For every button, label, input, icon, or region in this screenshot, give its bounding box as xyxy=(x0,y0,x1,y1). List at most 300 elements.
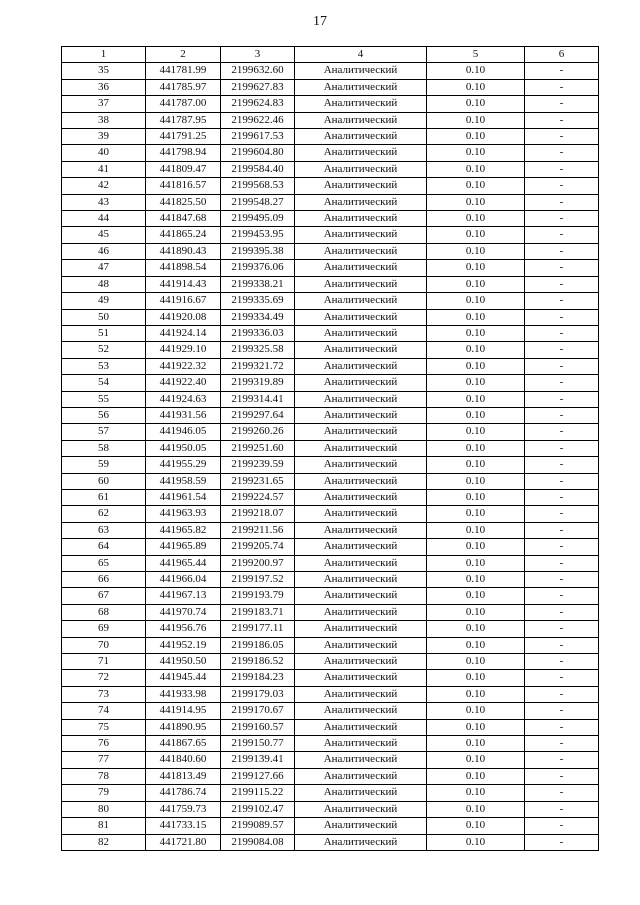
table-row xyxy=(62,670,599,686)
y-coordinate-cell: 2199568.53 xyxy=(221,178,295,194)
note-cell: - xyxy=(525,391,599,407)
x-coordinate-cell: 441931.56 xyxy=(146,407,221,423)
x-coordinate-cell: 441950.05 xyxy=(146,440,221,456)
accuracy-cell: 0.10 xyxy=(427,801,525,817)
accuracy-cell: 0.10 xyxy=(427,276,525,292)
accuracy-cell: 0.10 xyxy=(427,342,525,358)
accuracy-cell: 0.10 xyxy=(427,260,525,276)
accuracy-cell: 0.10 xyxy=(427,686,525,702)
method-cell: Аналитический xyxy=(295,325,427,341)
x-coordinate-cell: 441965.89 xyxy=(146,539,221,555)
accuracy-cell: 0.10 xyxy=(427,63,525,79)
table-row xyxy=(62,129,599,145)
note-cell: - xyxy=(525,293,599,309)
method-cell: Аналитический xyxy=(295,637,427,653)
note-cell: - xyxy=(525,818,599,834)
note-cell: - xyxy=(525,79,599,95)
x-coordinate-cell: 441825.50 xyxy=(146,194,221,210)
y-coordinate-cell: 2199239.59 xyxy=(221,457,295,473)
accuracy-cell: 0.10 xyxy=(427,161,525,177)
note-cell: - xyxy=(525,211,599,227)
table-row xyxy=(62,457,599,473)
y-coordinate-cell: 2199584.40 xyxy=(221,161,295,177)
table-row xyxy=(62,785,599,801)
method-cell: Аналитический xyxy=(295,818,427,834)
table-row xyxy=(62,506,599,522)
x-coordinate-cell: 441840.60 xyxy=(146,752,221,768)
note-cell: - xyxy=(525,375,599,391)
x-coordinate-cell: 441786.74 xyxy=(146,785,221,801)
note-cell: - xyxy=(525,768,599,784)
point-number-cell: 64 xyxy=(62,539,146,555)
point-number-cell: 73 xyxy=(62,686,146,702)
method-cell: Аналитический xyxy=(295,834,427,850)
note-cell: - xyxy=(525,834,599,850)
point-number-cell: 82 xyxy=(62,834,146,850)
point-number-cell: 71 xyxy=(62,654,146,670)
x-coordinate-cell: 441966.04 xyxy=(146,572,221,588)
method-cell: Аналитический xyxy=(295,161,427,177)
table-row xyxy=(62,818,599,834)
accuracy-cell: 0.10 xyxy=(427,358,525,374)
note-cell: - xyxy=(525,407,599,423)
method-cell: Аналитический xyxy=(295,785,427,801)
note-cell: - xyxy=(525,424,599,440)
note-cell: - xyxy=(525,654,599,670)
table-row xyxy=(62,621,599,637)
table-header-row xyxy=(62,47,599,63)
point-number-cell: 70 xyxy=(62,637,146,653)
note-cell: - xyxy=(525,506,599,522)
point-number-cell: 51 xyxy=(62,325,146,341)
note-cell: - xyxy=(525,489,599,505)
x-coordinate-cell: 441890.95 xyxy=(146,719,221,735)
method-cell: Аналитический xyxy=(295,522,427,538)
y-coordinate-cell: 2199617.53 xyxy=(221,129,295,145)
table-row xyxy=(62,309,599,325)
y-coordinate-cell: 2199197.52 xyxy=(221,572,295,588)
table-row xyxy=(62,243,599,259)
accuracy-cell: 0.10 xyxy=(427,703,525,719)
table-row xyxy=(62,260,599,276)
note-cell: - xyxy=(525,473,599,489)
method-cell: Аналитический xyxy=(295,457,427,473)
table-row xyxy=(62,96,599,112)
accuracy-cell: 0.10 xyxy=(427,489,525,505)
y-coordinate-cell: 2199624.83 xyxy=(221,96,295,112)
x-coordinate-cell: 441963.93 xyxy=(146,506,221,522)
method-cell: Аналитический xyxy=(295,686,427,702)
accuracy-cell: 0.10 xyxy=(427,457,525,473)
y-coordinate-cell: 2199376.06 xyxy=(221,260,295,276)
point-number-cell: 55 xyxy=(62,391,146,407)
table-row xyxy=(62,736,599,752)
table-row xyxy=(62,63,599,79)
x-coordinate-cell: 441847.68 xyxy=(146,211,221,227)
accuracy-cell: 0.10 xyxy=(427,96,525,112)
point-number-cell: 45 xyxy=(62,227,146,243)
note-cell: - xyxy=(525,145,599,161)
table-row xyxy=(62,572,599,588)
point-number-cell: 49 xyxy=(62,293,146,309)
page-number: 17 xyxy=(313,14,327,29)
table-row xyxy=(62,227,599,243)
note-cell: - xyxy=(525,736,599,752)
accuracy-cell: 0.10 xyxy=(427,112,525,128)
method-cell: Аналитический xyxy=(295,703,427,719)
table-row xyxy=(62,358,599,374)
table-row xyxy=(62,768,599,784)
table-row xyxy=(62,293,599,309)
note-cell: - xyxy=(525,96,599,112)
point-number-cell: 61 xyxy=(62,489,146,505)
point-number-cell: 57 xyxy=(62,424,146,440)
table-row xyxy=(62,703,599,719)
accuracy-cell: 0.10 xyxy=(427,818,525,834)
method-cell: Аналитический xyxy=(295,358,427,374)
column-header-4: 4 xyxy=(295,47,427,63)
method-cell: Аналитический xyxy=(295,489,427,505)
point-number-cell: 81 xyxy=(62,818,146,834)
method-cell: Аналитический xyxy=(295,572,427,588)
y-coordinate-cell: 2199211.56 xyxy=(221,522,295,538)
note-cell: - xyxy=(525,703,599,719)
note-cell: - xyxy=(525,604,599,620)
y-coordinate-cell: 2199260.26 xyxy=(221,424,295,440)
method-cell: Аналитический xyxy=(295,227,427,243)
table-row xyxy=(62,424,599,440)
note-cell: - xyxy=(525,260,599,276)
accuracy-cell: 0.10 xyxy=(427,736,525,752)
accuracy-cell: 0.10 xyxy=(427,227,525,243)
note-cell: - xyxy=(525,752,599,768)
coordinates-table xyxy=(61,46,599,851)
point-number-cell: 65 xyxy=(62,555,146,571)
note-cell: - xyxy=(525,522,599,538)
accuracy-cell: 0.10 xyxy=(427,572,525,588)
note-cell: - xyxy=(525,309,599,325)
x-coordinate-cell: 441958.59 xyxy=(146,473,221,489)
table-row xyxy=(62,555,599,571)
point-number-cell: 44 xyxy=(62,211,146,227)
point-number-cell: 74 xyxy=(62,703,146,719)
y-coordinate-cell: 2199321.72 xyxy=(221,358,295,374)
accuracy-cell: 0.10 xyxy=(427,325,525,341)
method-cell: Аналитический xyxy=(295,112,427,128)
y-coordinate-cell: 2199184.23 xyxy=(221,670,295,686)
point-number-cell: 50 xyxy=(62,309,146,325)
y-coordinate-cell: 2199186.05 xyxy=(221,637,295,653)
y-coordinate-cell: 2199186.52 xyxy=(221,654,295,670)
y-coordinate-cell: 2199325.58 xyxy=(221,342,295,358)
point-number-cell: 59 xyxy=(62,457,146,473)
method-cell: Аналитический xyxy=(295,654,427,670)
point-number-cell: 79 xyxy=(62,785,146,801)
y-coordinate-cell: 2199627.83 xyxy=(221,79,295,95)
accuracy-cell: 0.10 xyxy=(427,440,525,456)
accuracy-cell: 0.10 xyxy=(427,145,525,161)
accuracy-cell: 0.10 xyxy=(427,555,525,571)
column-header-2: 2 xyxy=(146,47,221,63)
accuracy-cell: 0.10 xyxy=(427,375,525,391)
y-coordinate-cell: 2199622.46 xyxy=(221,112,295,128)
x-coordinate-cell: 441914.43 xyxy=(146,276,221,292)
accuracy-cell: 0.10 xyxy=(427,243,525,259)
x-coordinate-cell: 441956.76 xyxy=(146,621,221,637)
note-cell: - xyxy=(525,161,599,177)
method-cell: Аналитический xyxy=(295,506,427,522)
accuracy-cell: 0.10 xyxy=(427,752,525,768)
accuracy-cell: 0.10 xyxy=(427,621,525,637)
y-coordinate-cell: 2199338.21 xyxy=(221,276,295,292)
y-coordinate-cell: 2199183.71 xyxy=(221,604,295,620)
note-cell: - xyxy=(525,325,599,341)
accuracy-cell: 0.10 xyxy=(427,79,525,95)
table-row xyxy=(62,834,599,850)
accuracy-cell: 0.10 xyxy=(427,391,525,407)
method-cell: Аналитический xyxy=(295,604,427,620)
method-cell: Аналитический xyxy=(295,293,427,309)
column-header-5: 5 xyxy=(427,47,525,63)
note-cell: - xyxy=(525,670,599,686)
y-coordinate-cell: 2199102.47 xyxy=(221,801,295,817)
note-cell: - xyxy=(525,63,599,79)
x-coordinate-cell: 441916.67 xyxy=(146,293,221,309)
y-coordinate-cell: 2199297.64 xyxy=(221,407,295,423)
point-number-cell: 62 xyxy=(62,506,146,522)
x-coordinate-cell: 441955.29 xyxy=(146,457,221,473)
method-cell: Аналитический xyxy=(295,736,427,752)
y-coordinate-cell: 2199218.07 xyxy=(221,506,295,522)
point-number-cell: 72 xyxy=(62,670,146,686)
y-coordinate-cell: 2199231.65 xyxy=(221,473,295,489)
table-row xyxy=(62,637,599,653)
method-cell: Аналитический xyxy=(295,178,427,194)
x-coordinate-cell: 441945.44 xyxy=(146,670,221,686)
table-row xyxy=(62,539,599,555)
note-cell: - xyxy=(525,588,599,604)
point-number-cell: 60 xyxy=(62,473,146,489)
x-coordinate-cell: 441920.08 xyxy=(146,309,221,325)
x-coordinate-cell: 441922.40 xyxy=(146,375,221,391)
note-cell: - xyxy=(525,555,599,571)
method-cell: Аналитический xyxy=(295,424,427,440)
table-row xyxy=(62,112,599,128)
note-cell: - xyxy=(525,801,599,817)
point-number-cell: 80 xyxy=(62,801,146,817)
method-cell: Аналитический xyxy=(295,342,427,358)
y-coordinate-cell: 2199495.09 xyxy=(221,211,295,227)
method-cell: Аналитический xyxy=(295,63,427,79)
note-cell: - xyxy=(525,719,599,735)
y-coordinate-cell: 2199334.49 xyxy=(221,309,295,325)
accuracy-cell: 0.10 xyxy=(427,785,525,801)
accuracy-cell: 0.10 xyxy=(427,211,525,227)
y-coordinate-cell: 2199453.95 xyxy=(221,227,295,243)
x-coordinate-cell: 441933.98 xyxy=(146,686,221,702)
y-coordinate-cell: 2199177.11 xyxy=(221,621,295,637)
y-coordinate-cell: 2199139.41 xyxy=(221,752,295,768)
point-number-cell: 54 xyxy=(62,375,146,391)
accuracy-cell: 0.10 xyxy=(427,309,525,325)
y-coordinate-cell: 2199395.38 xyxy=(221,243,295,259)
note-cell: - xyxy=(525,440,599,456)
point-number-cell: 42 xyxy=(62,178,146,194)
accuracy-cell: 0.10 xyxy=(427,604,525,620)
point-number-cell: 67 xyxy=(62,588,146,604)
table-row xyxy=(62,194,599,210)
table-row xyxy=(62,440,599,456)
x-coordinate-cell: 441785.97 xyxy=(146,79,221,95)
point-number-cell: 43 xyxy=(62,194,146,210)
method-cell: Аналитический xyxy=(295,194,427,210)
table-row xyxy=(62,276,599,292)
note-cell: - xyxy=(525,621,599,637)
table-body xyxy=(62,63,599,851)
note-cell: - xyxy=(525,785,599,801)
table-row xyxy=(62,801,599,817)
y-coordinate-cell: 2199150.77 xyxy=(221,736,295,752)
accuracy-cell: 0.10 xyxy=(427,506,525,522)
table-row xyxy=(62,654,599,670)
column-header-1: 1 xyxy=(62,47,146,63)
table-row xyxy=(62,719,599,735)
x-coordinate-cell: 441898.54 xyxy=(146,260,221,276)
x-coordinate-cell: 441965.44 xyxy=(146,555,221,571)
point-number-cell: 68 xyxy=(62,604,146,620)
accuracy-cell: 0.10 xyxy=(427,178,525,194)
method-cell: Аналитический xyxy=(295,211,427,227)
note-cell: - xyxy=(525,358,599,374)
x-coordinate-cell: 441922.32 xyxy=(146,358,221,374)
x-coordinate-cell: 441759.73 xyxy=(146,801,221,817)
y-coordinate-cell: 2199604.80 xyxy=(221,145,295,161)
table-row xyxy=(62,211,599,227)
table-row xyxy=(62,178,599,194)
note-cell: - xyxy=(525,129,599,145)
table-row xyxy=(62,342,599,358)
y-coordinate-cell: 2199335.69 xyxy=(221,293,295,309)
y-coordinate-cell: 2199205.74 xyxy=(221,539,295,555)
point-number-cell: 37 xyxy=(62,96,146,112)
point-number-cell: 75 xyxy=(62,719,146,735)
accuracy-cell: 0.10 xyxy=(427,768,525,784)
note-cell: - xyxy=(525,276,599,292)
method-cell: Аналитический xyxy=(295,801,427,817)
table-row xyxy=(62,161,599,177)
method-cell: Аналитический xyxy=(295,440,427,456)
accuracy-cell: 0.10 xyxy=(427,654,525,670)
point-number-cell: 56 xyxy=(62,407,146,423)
method-cell: Аналитический xyxy=(295,752,427,768)
table-row xyxy=(62,145,599,161)
point-number-cell: 41 xyxy=(62,161,146,177)
note-cell: - xyxy=(525,243,599,259)
point-number-cell: 53 xyxy=(62,358,146,374)
table-row xyxy=(62,375,599,391)
x-coordinate-cell: 441924.14 xyxy=(146,325,221,341)
point-number-cell: 58 xyxy=(62,440,146,456)
x-coordinate-cell: 441946.05 xyxy=(146,424,221,440)
point-number-cell: 47 xyxy=(62,260,146,276)
accuracy-cell: 0.10 xyxy=(427,522,525,538)
table-row xyxy=(62,407,599,423)
x-coordinate-cell: 441865.24 xyxy=(146,227,221,243)
x-coordinate-cell: 441787.95 xyxy=(146,112,221,128)
y-coordinate-cell: 2199193.79 xyxy=(221,588,295,604)
y-coordinate-cell: 2199336.03 xyxy=(221,325,295,341)
point-number-cell: 35 xyxy=(62,63,146,79)
y-coordinate-cell: 2199319.89 xyxy=(221,375,295,391)
point-number-cell: 66 xyxy=(62,572,146,588)
y-coordinate-cell: 2199160.57 xyxy=(221,719,295,735)
method-cell: Аналитический xyxy=(295,145,427,161)
method-cell: Аналитический xyxy=(295,719,427,735)
y-coordinate-cell: 2199314.41 xyxy=(221,391,295,407)
table-row xyxy=(62,489,599,505)
note-cell: - xyxy=(525,227,599,243)
y-coordinate-cell: 2199127.66 xyxy=(221,768,295,784)
point-number-cell: 52 xyxy=(62,342,146,358)
x-coordinate-cell: 441813.49 xyxy=(146,768,221,784)
x-coordinate-cell: 441809.47 xyxy=(146,161,221,177)
y-coordinate-cell: 2199200.97 xyxy=(221,555,295,571)
x-coordinate-cell: 441721.80 xyxy=(146,834,221,850)
column-header-6: 6 xyxy=(525,47,599,63)
method-cell: Аналитический xyxy=(295,260,427,276)
point-number-cell: 46 xyxy=(62,243,146,259)
note-cell: - xyxy=(525,194,599,210)
x-coordinate-cell: 441965.82 xyxy=(146,522,221,538)
point-number-cell: 48 xyxy=(62,276,146,292)
method-cell: Аналитический xyxy=(295,375,427,391)
method-cell: Аналитический xyxy=(295,588,427,604)
method-cell: Аналитический xyxy=(295,276,427,292)
accuracy-cell: 0.10 xyxy=(427,670,525,686)
y-coordinate-cell: 2199170.67 xyxy=(221,703,295,719)
y-coordinate-cell: 2199632.60 xyxy=(221,63,295,79)
method-cell: Аналитический xyxy=(295,96,427,112)
point-number-cell: 63 xyxy=(62,522,146,538)
accuracy-cell: 0.10 xyxy=(427,719,525,735)
method-cell: Аналитический xyxy=(295,670,427,686)
method-cell: Аналитический xyxy=(295,243,427,259)
x-coordinate-cell: 441950.50 xyxy=(146,654,221,670)
column-header-3: 3 xyxy=(221,47,295,63)
point-number-cell: 40 xyxy=(62,145,146,161)
x-coordinate-cell: 441914.95 xyxy=(146,703,221,719)
y-coordinate-cell: 2199084.08 xyxy=(221,834,295,850)
x-coordinate-cell: 441890.43 xyxy=(146,243,221,259)
method-cell: Аналитический xyxy=(295,621,427,637)
x-coordinate-cell: 441929.10 xyxy=(146,342,221,358)
x-coordinate-cell: 441791.25 xyxy=(146,129,221,145)
note-cell: - xyxy=(525,112,599,128)
y-coordinate-cell: 2199089.57 xyxy=(221,818,295,834)
method-cell: Аналитический xyxy=(295,79,427,95)
table-row xyxy=(62,325,599,341)
table-row xyxy=(62,686,599,702)
note-cell: - xyxy=(525,572,599,588)
note-cell: - xyxy=(525,686,599,702)
x-coordinate-cell: 441952.19 xyxy=(146,637,221,653)
note-cell: - xyxy=(525,457,599,473)
point-number-cell: 78 xyxy=(62,768,146,784)
note-cell: - xyxy=(525,178,599,194)
table-row xyxy=(62,522,599,538)
table-row xyxy=(62,473,599,489)
method-cell: Аналитический xyxy=(295,473,427,489)
